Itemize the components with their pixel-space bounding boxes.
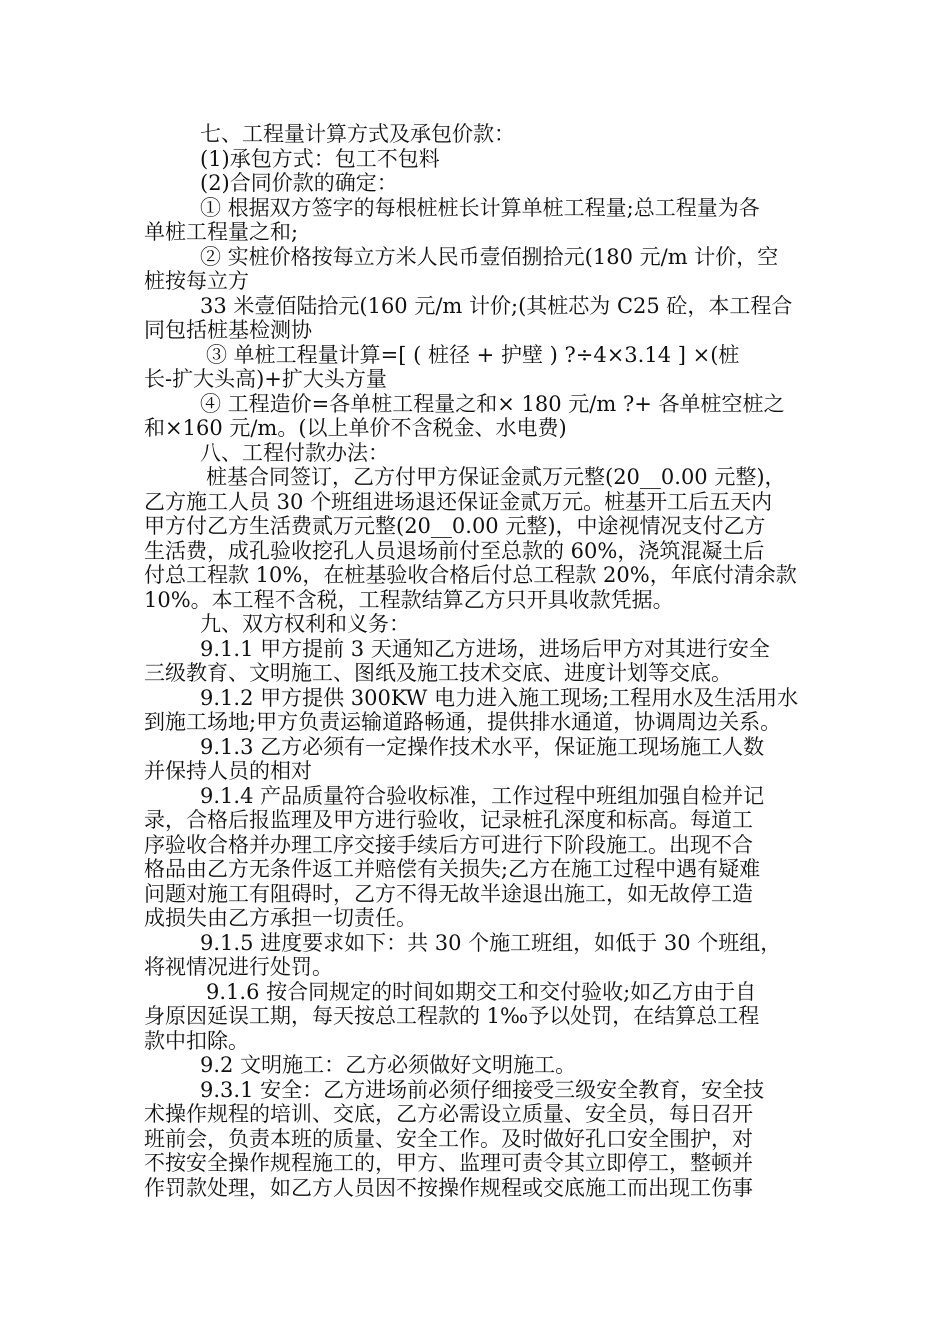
document-line: 9.1.2 甲方提供 300KW 电力进入施工现场;工程用水及生活用水 bbox=[200, 685, 799, 710]
document-line: 九、双方权利和义务： bbox=[200, 612, 410, 636]
document-line: 33 米壹佰陆拾元(160 元/m 计价;(其桩芯为 C25 砼，本工程合 bbox=[200, 293, 793, 318]
document-line: (2)合同价款的确定： bbox=[200, 171, 398, 195]
document-line: 格品由乙方无条件返工并赔偿有关损失;乙方在施工过程中遇有疑难 bbox=[144, 857, 761, 881]
document-line: 9.1.5 进度要求如下：共 30 个施工班组，如低于 30 个班组， bbox=[200, 930, 782, 955]
document-line: 三级教育、文明施工、图纸及施工技术交底、进度计划等交底。 bbox=[144, 661, 732, 685]
document-line: 术操作规程的培训、交底，乙方必需设立质量、安全员，每日召开 bbox=[144, 1102, 753, 1126]
document-line: 9.1.3 乙方必须有一定操作技术水平，保证施工现场施工人数 bbox=[200, 734, 765, 759]
document-line: 七、工程量计算方式及承包价款： bbox=[200, 122, 515, 146]
document-line: 甲方付乙方生活费贰万元整(20__0.00 元整)，中途视情况支付乙方 bbox=[144, 514, 766, 538]
document-line: 生活费，成孔验收挖孔人员退场前付至总款的 60%，浇筑混凝土后 bbox=[144, 538, 765, 563]
document-line: 和×160 元/m。(以上单价不含税金、水电费) bbox=[144, 416, 567, 440]
document-body bbox=[144, 122, 812, 1200]
document-line: 同包括桩基检测协 bbox=[144, 318, 312, 342]
document-line: 成损失由乙方承担一切责任。 bbox=[144, 906, 417, 930]
document-line: 单桩工程量之和; bbox=[144, 220, 299, 244]
document-line: 并保持人员的相对 bbox=[144, 759, 312, 783]
document-line: 10%。本工程不含税，工程款结算乙方只开具收款凭据。 bbox=[144, 587, 674, 612]
document-line: 9.3.1 安全：乙方进场前必须仔细接受三级安全教育，安全技 bbox=[200, 1077, 765, 1102]
document-line: 9.2 文明施工：乙方必须做好文明施工。 bbox=[200, 1053, 577, 1077]
document-line: 八、工程付款办法： bbox=[200, 440, 389, 465]
document-line: 将视情况进行处罚。 bbox=[144, 955, 333, 979]
document-line: 桩基合同签订，乙方付甲方保证金贰万元整(20__0.00 元整)， bbox=[206, 465, 786, 489]
document-line: 桩按每立方 bbox=[144, 269, 249, 293]
document-line: 身原因延误工期，每天按总工程款的 1‰予以处罚，在结算总工程 bbox=[144, 1004, 760, 1028]
document-line: 9.1.4 产品质量符合验收标准，工作过程中班组加强自检并记 bbox=[200, 783, 765, 808]
document-line: 9.1.1 甲方提前 3 天通知乙方进场，进场后甲方对其进行安全 bbox=[200, 636, 770, 661]
document-line: 付总工程款 10%，在桩基验收合格后付总工程款 20%，年底付清余款 bbox=[144, 563, 797, 587]
document-line: ① 根据双方签字的每根桩桩长计算单桩工程量;总工程量为各 bbox=[200, 195, 760, 220]
document-line: 到施工场地;甲方负责运输道路畅通，提供排水通道，协调周边关系。 bbox=[144, 710, 782, 734]
document-line: 录，合格后报监理及甲方进行验收，记录桩孔深度和标高。每道工 bbox=[144, 808, 753, 832]
document-line: 长-扩大头高)+扩大头方量 bbox=[144, 367, 387, 391]
document-line: 乙方施工人员 30 个班组进场退还保证金贰万元。桩基开工后五天内 bbox=[144, 489, 773, 514]
document-line: 序验收合格并办理工序交接手续后方可进行下阶段施工。出现不合 bbox=[144, 832, 753, 857]
document-line: 不按安全操作规程施工的，甲方、监理可责令其立即停工，整顿并 bbox=[144, 1151, 753, 1175]
document-line: 作罚款处理，如乙方人员因不按操作规程或交底施工而出现工伤事 bbox=[144, 1175, 753, 1200]
document-line: 款中扣除。 bbox=[144, 1028, 249, 1053]
document-line: 9.1.6 按合同规定的时间如期交工和交付验收;如乙方由于自 bbox=[206, 979, 757, 1004]
document-line: ② 实桩价格按每立方米人民币壹佰捌拾元(180 元/m 计价，空 bbox=[200, 244, 779, 269]
document-line: ④ 工程造价=各单桩工程量之和× 180 元/m ?+ 各单桩空桩之 bbox=[200, 391, 785, 416]
document-line: (1)承包方式：包工不包料 bbox=[200, 146, 440, 171]
document-line: ③ 单桩工程量计算=[ ( 桩径 + 护壁 ) ?÷4×3.14 ] ×(桩 bbox=[206, 342, 740, 367]
document-line: 班前会，负责本班的质量、安全工作。及时做好孔口安全围护，对 bbox=[144, 1126, 753, 1151]
document-line: 问题对施工有阻碍时，乙方不得无故半途退出施工，如无故停工造 bbox=[144, 881, 753, 906]
